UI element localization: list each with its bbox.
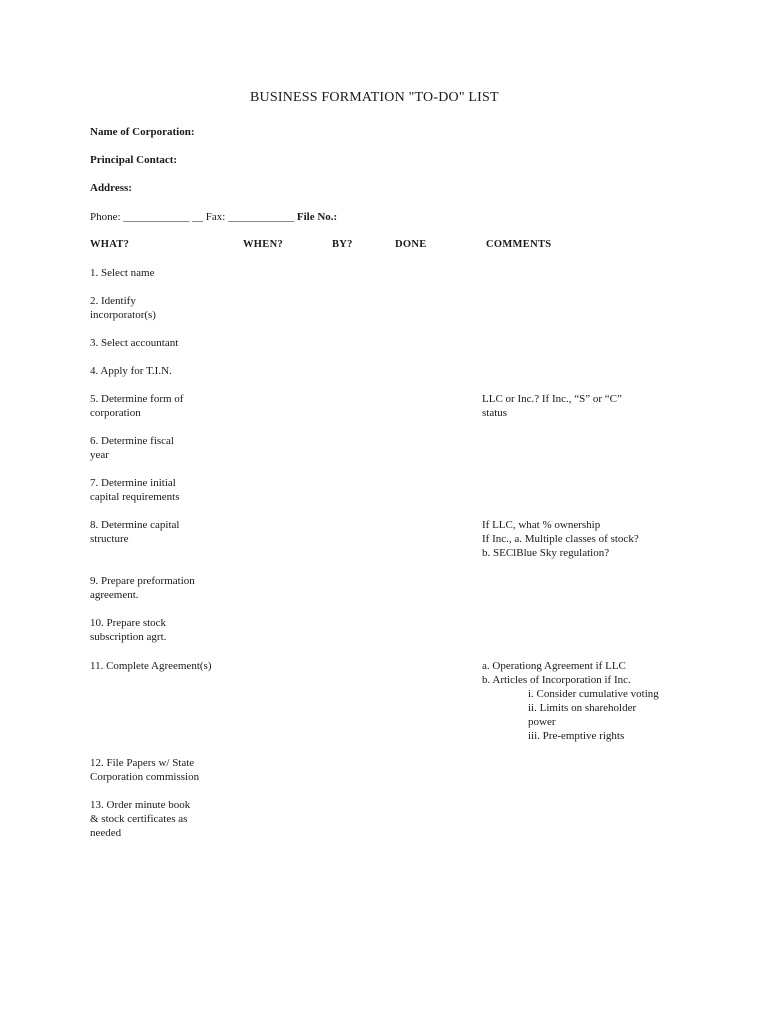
sub-comment-text: iii. Pre-emptive rights [528,730,625,742]
header-comments: COMMENTS [486,239,552,250]
item-text: incorporator(s) [90,309,156,321]
item-text: agreement. [90,589,139,601]
address-label: Address: [90,182,132,194]
item-text: 12. File Papers w/ State [90,757,195,769]
item-text: 8. Determine capital [90,519,180,531]
comment-item-11 [482,659,631,687]
comment-text: If Inc., a. Multiple classes of stock? [482,533,639,545]
item-text: 10. Prepare stock [90,617,167,629]
todo-item-10 [90,616,166,644]
header-done: DONE [395,239,427,250]
todo-item-3 [90,336,178,350]
comment-text: b. SEClBlue Sky regulation? [482,547,610,559]
item-text: subscription agrt. [90,631,167,643]
comment-item-8 [482,518,639,560]
phone-fax-label: Phone: ____________ __ Fax: ____________ [90,211,295,223]
header-when: WHEN? [243,239,284,250]
item-text: 13. Order minute book [90,799,191,811]
comment-text: LLC or Inc.? If Inc., “S” or “C” [482,393,622,405]
todo-item-13 [90,798,190,840]
file-no-label: File No.: [296,211,338,223]
comment-item-5 [482,392,622,420]
item-text: needed [90,827,122,839]
comment-text: status [482,407,508,419]
sub-comment-text: power [528,716,556,728]
item-text: 2. Identify [90,295,136,307]
corporation-name-label: Name of Corporation: [90,126,195,138]
todo-item-5 [90,392,183,420]
todo-item-11 [90,659,211,673]
page-title: BUSINESS FORMATION "TO-DO" LIST [250,90,499,105]
item-text: 11. Complete Agreement(s) [90,660,212,672]
item-text: year [90,449,109,461]
item-text: structure [90,533,129,545]
comment-text: b. Articles of Incorporation if Inc. [482,674,631,686]
sub-comment-text: ii. Limits on shareholder [528,702,637,714]
todo-item-7 [90,476,180,504]
phone-fax-line [90,210,337,224]
header-what: WHAT? [90,239,130,250]
todo-item-6 [90,434,174,462]
item-text: 4. Apply for T.I.N. [90,365,172,377]
todo-item-4 [90,364,172,378]
todo-item-12 [90,756,199,784]
item-text: 9. Prepare preformation [90,575,195,587]
item-text: 5. Determine form of [90,393,184,405]
item-text: & stock certificates as [90,813,188,825]
item-text: 6. Determine fiscal [90,435,174,447]
item-text: capital requirements [90,491,180,503]
todo-item-8 [90,518,180,546]
todo-item-9 [90,574,195,602]
comment-text: If LLC, what % ownership [482,519,601,531]
item-text: 3. Select accountant [90,337,179,349]
principal-contact-label: Principal Contact: [90,154,178,166]
sub-comment-text: i. Consider cumulative voting [528,688,659,700]
todo-item-2 [90,294,156,322]
item-text: 7. Determine initial [90,477,176,489]
todo-item-1 [90,266,154,280]
item-text: 1. Select name [90,267,155,279]
item-text: Corporation commission [90,771,200,783]
comment-sublist [528,687,659,743]
comment-text: a. Operationg Agreement if LLC [482,660,626,672]
header-by: BY? [332,239,353,250]
item-text: corporation [90,407,141,419]
